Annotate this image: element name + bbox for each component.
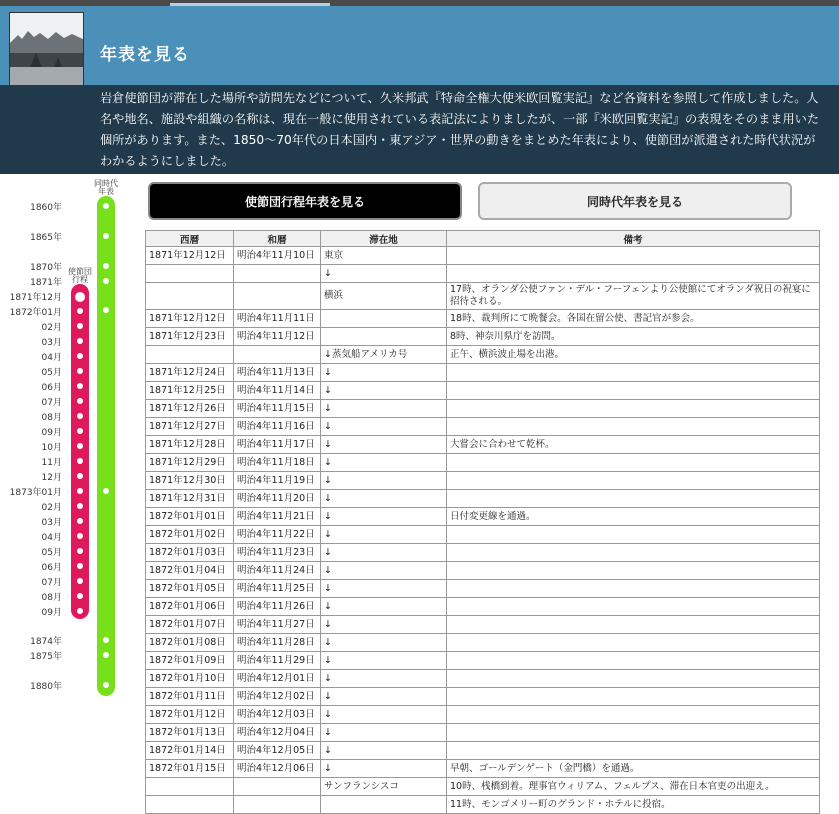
notes-cell: 11時、モンゴメリー町のグランド・ホテルに投宿。: [447, 796, 820, 814]
notes-cell: [447, 670, 820, 688]
table-row: [146, 364, 820, 382]
contemporary-timeline-dot[interactable]: [103, 652, 109, 658]
mission-timeline-dot[interactable]: [77, 353, 83, 359]
western-date-cell: [146, 778, 234, 796]
japanese-date-cell: 明治4年12月01日: [234, 670, 321, 688]
timeline-year-label[interactable]: 1860年: [30, 203, 62, 213]
mission-timeline-dot[interactable]: [77, 473, 83, 479]
timeline-month-label[interactable]: 08月: [41, 593, 62, 603]
timeline-month-label[interactable]: 12月: [41, 473, 62, 483]
western-date-cell: 1872年01月10日: [146, 670, 234, 688]
location-cell: ↓: [321, 265, 447, 283]
western-date-cell: 1872年01月01日: [146, 508, 234, 526]
table-row: [146, 508, 820, 526]
location-cell: [321, 328, 447, 346]
contemporary-timeline-dot[interactable]: [103, 307, 109, 313]
table-row: [146, 724, 820, 742]
notes-cell: [447, 652, 820, 670]
notes-cell: 日付変更線を通過。: [447, 508, 820, 526]
location-cell: ↓: [321, 454, 447, 472]
contemporary-timeline-label: 同時代 年表: [94, 179, 118, 196]
western-date-cell: 1872年01月08日: [146, 634, 234, 652]
japanese-date-cell: 明治4年11月21日: [234, 508, 321, 526]
location-cell: ↓: [321, 382, 447, 400]
table-row: [146, 544, 820, 562]
timeline-month-label[interactable]: 07月: [41, 578, 62, 588]
table-row: [146, 283, 820, 310]
timeline-month-label[interactable]: 09月: [41, 428, 62, 438]
western-date-cell: [146, 265, 234, 283]
location-cell: ↓: [321, 490, 447, 508]
contemporary-timeline-button[interactable]: 同時代年表を見る: [478, 182, 792, 220]
mission-timeline-dot[interactable]: [77, 488, 83, 494]
notes-cell: [447, 742, 820, 760]
western-date-cell: 1871年12月12日: [146, 310, 234, 328]
western-date-cell: 1871年12月31日: [146, 490, 234, 508]
japanese-date-cell: 明治4年11月28日: [234, 634, 321, 652]
table-row: [146, 562, 820, 580]
mission-timeline-dot[interactable]: [77, 413, 83, 419]
table-row: [146, 598, 820, 616]
notes-cell: [447, 247, 820, 265]
table-row: [146, 688, 820, 706]
notes-cell: [447, 526, 820, 544]
timeline-month-label[interactable]: 08月: [41, 413, 62, 423]
timeline-month-label[interactable]: 11月: [41, 458, 62, 468]
table-row: [146, 454, 820, 472]
column-header-location: 滞在地: [321, 231, 447, 247]
japanese-date-cell: 明治4年11月24日: [234, 562, 321, 580]
table-row: [146, 265, 820, 283]
location-cell: ↓: [321, 418, 447, 436]
japanese-date-cell: 明治4年11月15日: [234, 400, 321, 418]
table-row: [146, 436, 820, 454]
japanese-date-cell: 明治4年11月26日: [234, 598, 321, 616]
notes-cell: [447, 688, 820, 706]
western-date-cell: 1872年01月12日: [146, 706, 234, 724]
location-cell: [321, 310, 447, 328]
notes-cell: [447, 580, 820, 598]
table-row: [146, 670, 820, 688]
notes-cell: [447, 472, 820, 490]
location-cell: ↓: [321, 706, 447, 724]
japanese-date-cell: 明治4年11月20日: [234, 490, 321, 508]
table-row: [146, 418, 820, 436]
western-date-cell: 1872年01月03日: [146, 544, 234, 562]
notes-cell: [447, 382, 820, 400]
contemporary-timeline-dot[interactable]: [103, 203, 109, 209]
timeline-month-label[interactable]: 05月: [41, 368, 62, 378]
japanese-date-cell: 明治4年11月27日: [234, 616, 321, 634]
table-row: [146, 742, 820, 760]
location-cell: ↓: [321, 436, 447, 454]
western-date-cell: 1872年01月02日: [146, 526, 234, 544]
table-row: [146, 580, 820, 598]
japanese-date-cell: [234, 346, 321, 364]
contemporary-timeline-dot[interactable]: [103, 233, 109, 239]
japanese-date-cell: [234, 283, 321, 310]
timeline-month-label[interactable]: 09月: [41, 608, 62, 618]
location-cell: ↓: [321, 472, 447, 490]
notes-cell: [447, 544, 820, 562]
location-cell: ↓: [321, 526, 447, 544]
mission-timeline-dot[interactable]: [77, 443, 83, 449]
notes-cell: [447, 598, 820, 616]
notes-cell: [447, 724, 820, 742]
western-date-cell: 1871年12月28日: [146, 436, 234, 454]
column-header-japanese-date: 和暦: [234, 231, 321, 247]
location-cell: ↓: [321, 616, 447, 634]
notes-cell: 10時、桟橋到着。理事官ウィリアム、フェルプス、滞在日本官吏の出迎え。: [447, 778, 820, 796]
notes-cell: 18時、裁判所にて晩餐会。各国在留公使、書記官が参会。: [447, 310, 820, 328]
table-row: [146, 400, 820, 418]
timeline-month-label[interactable]: 1873年01月: [9, 488, 62, 498]
mission-timeline-dot[interactable]: [77, 608, 83, 614]
western-date-cell: 1872年01月06日: [146, 598, 234, 616]
location-cell: ↓: [321, 364, 447, 382]
timeline-year-label[interactable]: 1874年: [30, 637, 62, 647]
table-row: [146, 472, 820, 490]
western-date-cell: 1871年12月25日: [146, 382, 234, 400]
notes-cell: [447, 490, 820, 508]
notes-cell: 17時、オランダ公使ファン・デル・フーフェンより公使館にてオランダ祝日の祝宴に招待される。: [447, 283, 820, 310]
western-date-cell: 1872年01月09日: [146, 652, 234, 670]
location-cell: ↓: [321, 562, 447, 580]
location-cell: ↓: [321, 544, 447, 562]
western-date-cell: [146, 346, 234, 364]
timeline-year-label[interactable]: 1880年: [30, 682, 62, 692]
timeline-year-label[interactable]: 1871年: [30, 278, 62, 288]
table-row: [146, 490, 820, 508]
japanese-date-cell: 明治4年12月02日: [234, 688, 321, 706]
timeline-month-label[interactable]: 1872年01月: [9, 308, 62, 318]
japanese-date-cell: 明治4年11月11日: [234, 310, 321, 328]
timeline-month-label[interactable]: 02月: [41, 503, 62, 513]
mission-timeline-label: 使節団 行程: [68, 267, 92, 284]
location-cell: ↓: [321, 580, 447, 598]
mission-timeline-dot[interactable]: [77, 398, 83, 404]
column-header-notes: 備考: [447, 231, 820, 247]
mission-timeline-dot[interactable]: [77, 578, 83, 584]
page-title: 年表を見る: [100, 45, 190, 65]
western-date-cell: 1872年01月05日: [146, 580, 234, 598]
japanese-date-cell: 明治4年11月17日: [234, 436, 321, 454]
mission-timeline-dot[interactable]: [77, 458, 83, 464]
japanese-date-cell: 明治4年11月13日: [234, 364, 321, 382]
contemporary-timeline-dot[interactable]: [103, 263, 109, 269]
notes-cell: 8時、神奈川県庁を訪問。: [447, 328, 820, 346]
table-row: [146, 328, 820, 346]
location-cell: ↓蒸気船アメリカ号: [321, 346, 447, 364]
mission-timeline-dot[interactable]: [77, 563, 83, 569]
japanese-date-cell: 明治4年11月23日: [234, 544, 321, 562]
location-cell: ↓: [321, 634, 447, 652]
table-header-row: [146, 231, 820, 247]
notes-cell: [447, 400, 820, 418]
location-cell: ↓: [321, 652, 447, 670]
notes-cell: 正午、横浜波止場を出港。: [447, 346, 820, 364]
notes-cell: 大嘗会に合わせて乾杯。: [447, 436, 820, 454]
japanese-date-cell: 明治4年12月03日: [234, 706, 321, 724]
location-cell: ↓: [321, 598, 447, 616]
mission-timeline-dot[interactable]: [77, 518, 83, 524]
notes-cell: [447, 454, 820, 472]
japanese-date-cell: 明治4年11月29日: [234, 652, 321, 670]
notes-cell: [447, 562, 820, 580]
timeline-year-label[interactable]: 1865年: [30, 233, 62, 243]
contemporary-timeline-dot[interactable]: [103, 278, 109, 284]
contemporary-timeline-bar[interactable]: [97, 196, 115, 696]
timeline-month-label[interactable]: 04月: [41, 353, 62, 363]
location-cell: ↓: [321, 760, 447, 778]
notes-cell: 早朝、ゴールデンゲート（金門橋）を通過。: [447, 760, 820, 778]
notes-cell: [447, 364, 820, 382]
timeline-month-label[interactable]: 05月: [41, 548, 62, 558]
table-row: [146, 652, 820, 670]
location-cell: ↓: [321, 670, 447, 688]
mission-timeline-dot-current[interactable]: [75, 292, 85, 302]
western-date-cell: 1872年01月13日: [146, 724, 234, 742]
location-cell: ↓: [321, 508, 447, 526]
western-date-cell: 1872年01月11日: [146, 688, 234, 706]
timeline-month-label[interactable]: 1871年12月: [9, 293, 62, 303]
notes-cell: [447, 265, 820, 283]
japanese-date-cell: 明治4年12月04日: [234, 724, 321, 742]
mission-timeline-dot[interactable]: [77, 368, 83, 374]
western-date-cell: 1872年01月15日: [146, 760, 234, 778]
japanese-date-cell: [234, 778, 321, 796]
western-date-cell: 1872年01月04日: [146, 562, 234, 580]
japanese-date-cell: 明治4年12月05日: [234, 742, 321, 760]
western-date-cell: 1872年01月07日: [146, 616, 234, 634]
mission-timeline-dot[interactable]: [77, 428, 83, 434]
timeline-month-label[interactable]: 04月: [41, 533, 62, 543]
page-header: [0, 6, 839, 85]
japanese-date-cell: 明治4年11月19日: [234, 472, 321, 490]
table-row: [146, 616, 820, 634]
table-row: [146, 382, 820, 400]
western-date-cell: 1871年12月30日: [146, 472, 234, 490]
table-row: [146, 634, 820, 652]
mission-timeline-dot[interactable]: [77, 548, 83, 554]
japanese-date-cell: 明治4年12月06日: [234, 760, 321, 778]
western-date-cell: 1871年12月12日: [146, 247, 234, 265]
japanese-date-cell: 明治4年11月22日: [234, 526, 321, 544]
japanese-date-cell: 明治4年11月10日: [234, 247, 321, 265]
table-row: [146, 778, 820, 796]
western-date-cell: 1872年01月14日: [146, 742, 234, 760]
table-row: [146, 310, 820, 328]
western-date-cell: 1871年12月27日: [146, 418, 234, 436]
western-date-cell: 1871年12月23日: [146, 328, 234, 346]
mission-timeline-dot[interactable]: [77, 383, 83, 389]
timeline-month-label[interactable]: 03月: [41, 338, 62, 348]
page-description: 岩倉使節団が滞在した場所や訪問先などについて、久米邦武『特命全権大使米欧回覧実記』など各資料を参照して作成しました。人名や地名、施設や組織の名称は、現在一般に使用されている表記法によりましたが、一部『米欧回覧実記』の表現をそのまま用いた個所があります。また、1850〜70年代の日本国内・東アジア・世界の動きをまとめた年表により、使節団が派遣された時代状況がわかるようにしました。: [0, 85, 839, 174]
notes-cell: [447, 706, 820, 724]
location-cell: ↓: [321, 742, 447, 760]
location-cell: ↓: [321, 724, 447, 742]
contemporary-timeline-dot[interactable]: [103, 682, 109, 688]
table-row: [146, 526, 820, 544]
timeline-month-label[interactable]: 06月: [41, 383, 62, 393]
notes-cell: [447, 634, 820, 652]
timeline-month-label[interactable]: 06月: [41, 563, 62, 573]
western-date-cell: 1871年12月29日: [146, 454, 234, 472]
notes-cell: [447, 616, 820, 634]
timeline-month-label[interactable]: 02月: [41, 323, 62, 333]
timeline-year-label[interactable]: 1875年: [30, 652, 62, 662]
itinerary-timeline-button[interactable]: 使節団行程年表を見る: [148, 182, 462, 220]
contemporary-timeline-dot[interactable]: [103, 637, 109, 643]
mission-timeline-dot[interactable]: [77, 593, 83, 599]
japanese-date-cell: [234, 265, 321, 283]
contemporary-timeline-dot[interactable]: [103, 488, 109, 494]
timeline-month-label[interactable]: 10月: [41, 443, 62, 453]
location-cell: サンフランシスコ: [321, 778, 447, 796]
japanese-date-cell: 明治4年11月16日: [234, 418, 321, 436]
mission-timeline-dot[interactable]: [77, 323, 83, 329]
table-row: [146, 706, 820, 724]
western-date-cell: 1871年12月24日: [146, 364, 234, 382]
mission-timeline-dot[interactable]: [77, 308, 83, 314]
japanese-date-cell: 明治4年11月12日: [234, 328, 321, 346]
table-row: [146, 247, 820, 265]
mission-timeline-dot[interactable]: [77, 338, 83, 344]
mission-timeline-dot[interactable]: [77, 533, 83, 539]
table-row: [146, 760, 820, 778]
japanese-date-cell: 明治4年11月14日: [234, 382, 321, 400]
location-cell: ↓: [321, 400, 447, 418]
location-cell: ↓: [321, 688, 447, 706]
japanese-date-cell: 明治4年11月25日: [234, 580, 321, 598]
table-row: [146, 346, 820, 364]
notes-cell: [447, 418, 820, 436]
timeline-navigator: [0, 176, 130, 811]
header-thumbnail-image: [9, 12, 84, 89]
japanese-date-cell: 明治4年11月18日: [234, 454, 321, 472]
column-header-western-date: 西暦: [146, 231, 234, 247]
timeline-month-label[interactable]: 07月: [41, 398, 62, 408]
itinerary-table: [145, 230, 820, 814]
timeline-month-label[interactable]: 03月: [41, 518, 62, 528]
western-date-cell: [146, 283, 234, 310]
mission-timeline-dot[interactable]: [77, 503, 83, 509]
timeline-year-label[interactable]: 1870年: [30, 263, 62, 273]
location-cell: 横浜: [321, 283, 447, 310]
location-cell: 東京: [321, 247, 447, 265]
western-date-cell: 1871年12月26日: [146, 400, 234, 418]
